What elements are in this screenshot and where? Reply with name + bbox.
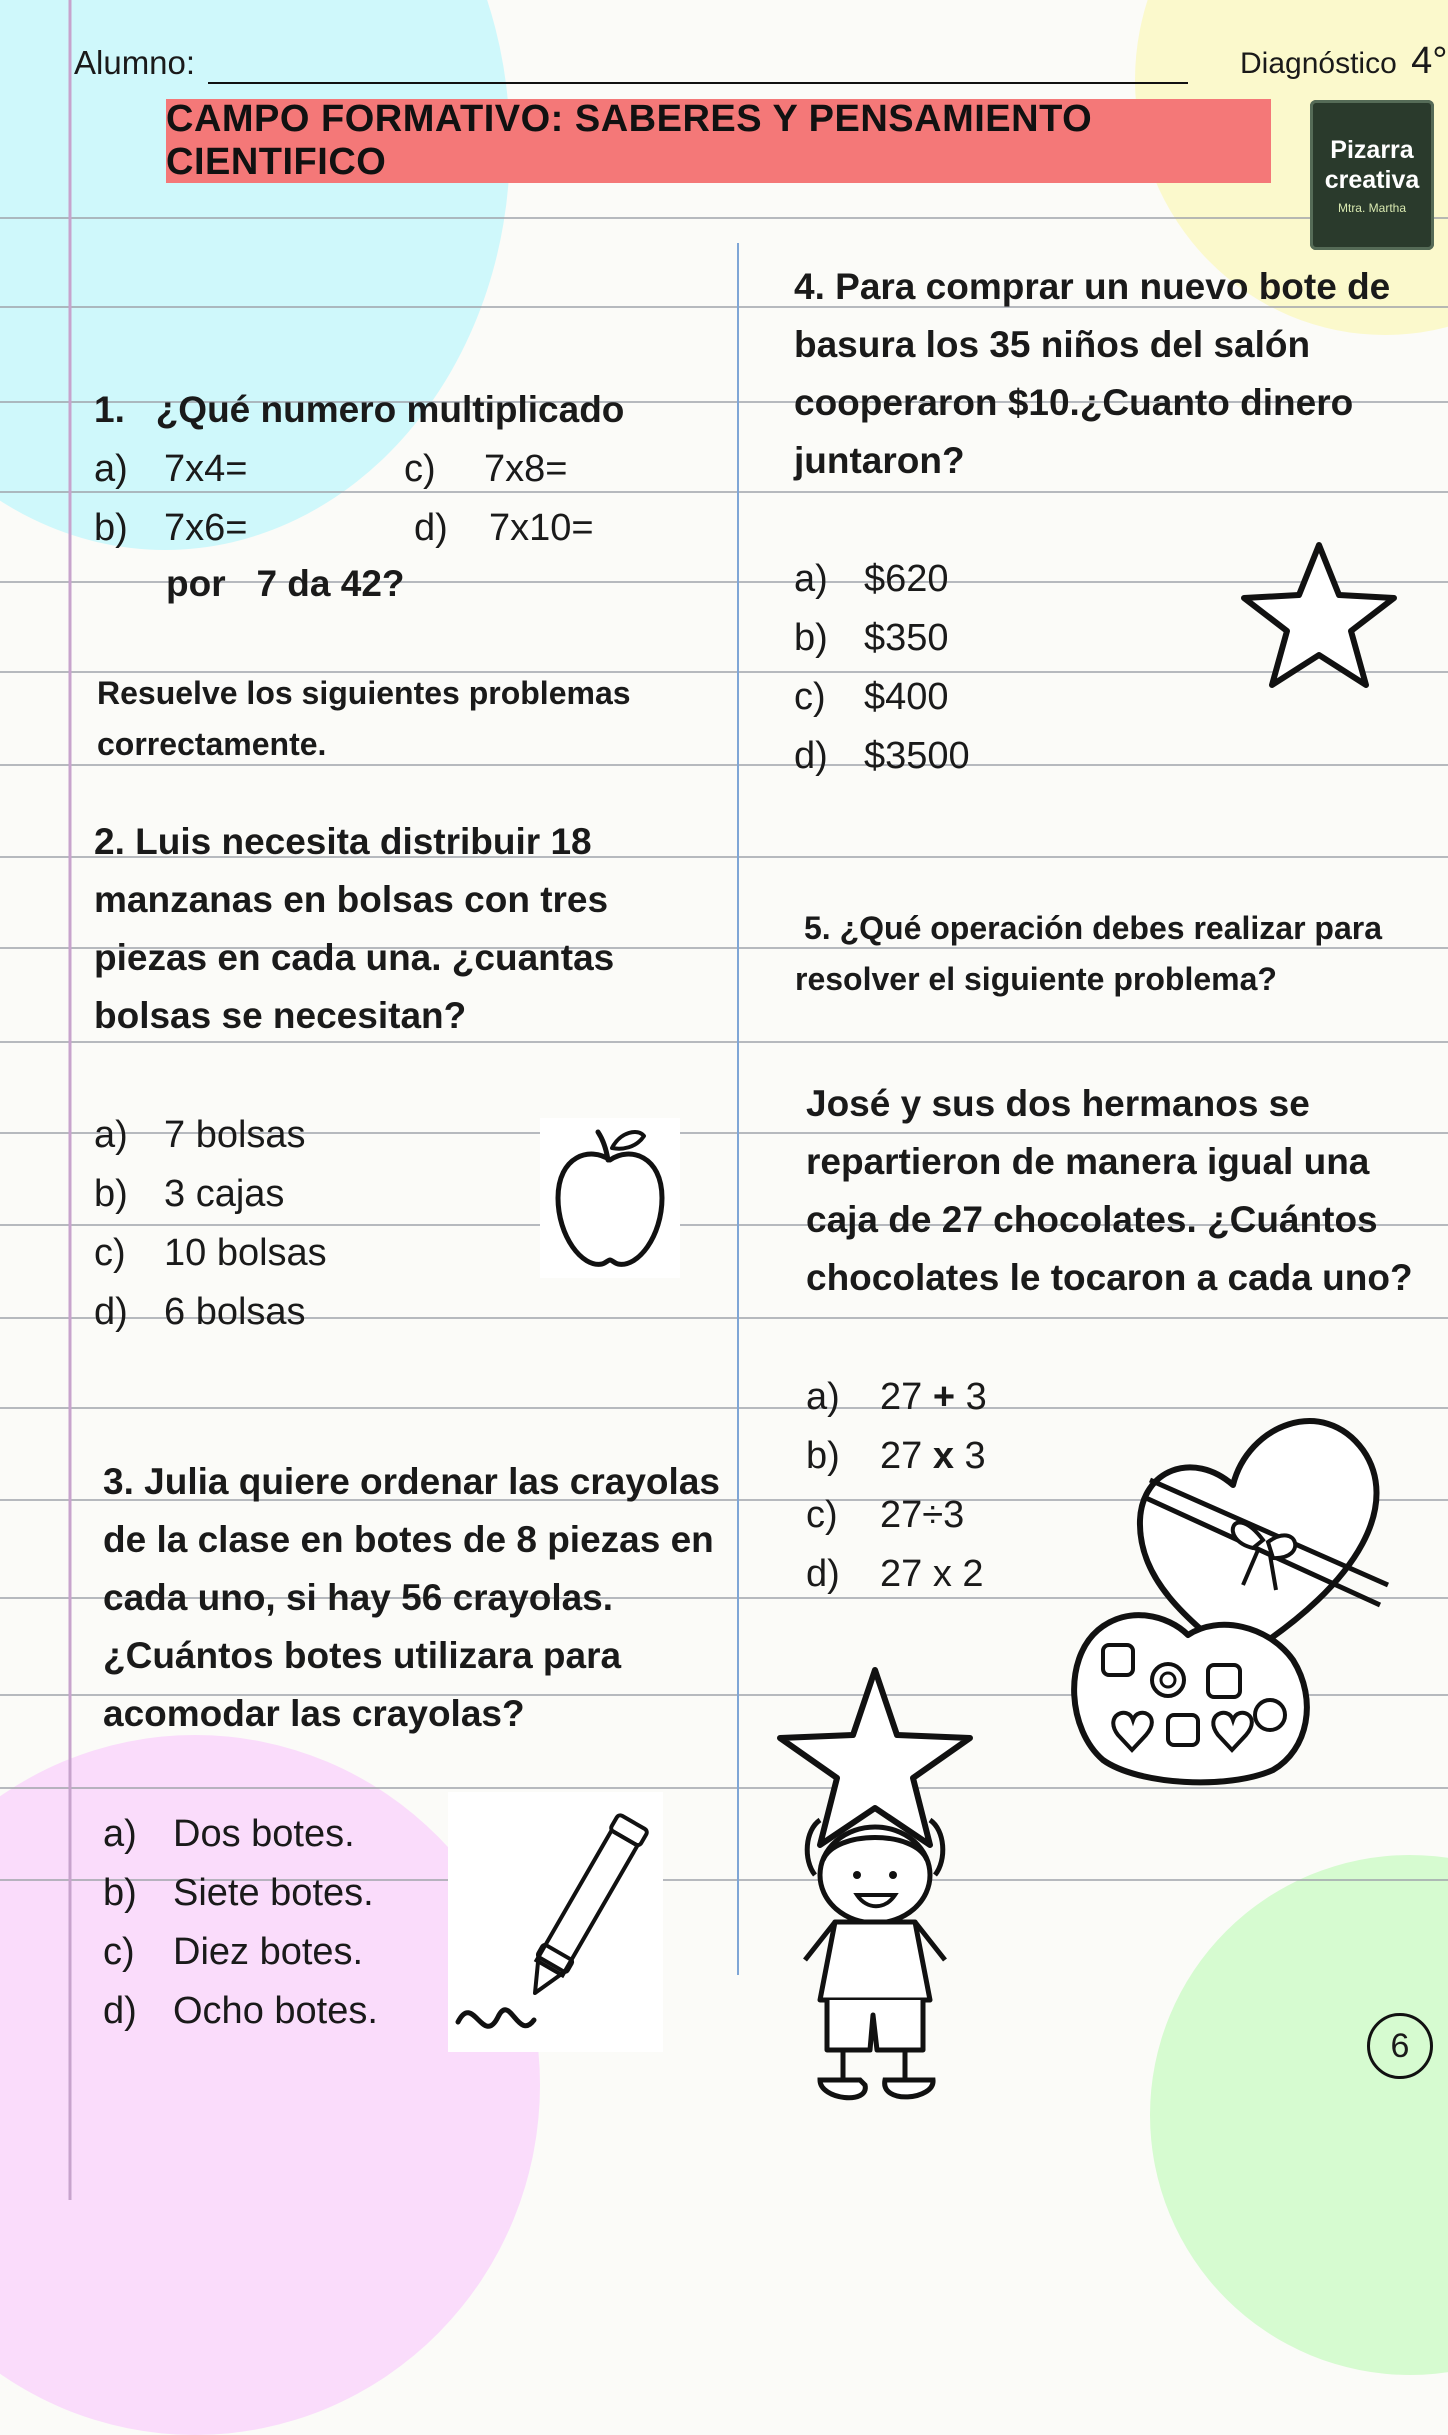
q2-option-d[interactable]: d) 6 bolsas <box>94 1291 306 1333</box>
question-4-options <box>794 550 970 786</box>
q4-option-c[interactable]: c) $400 <box>794 676 949 718</box>
page-number: 6 <box>1367 2013 1433 2079</box>
logo-line2: creativa <box>1324 166 1420 194</box>
banner-title: CAMPO FORMATIVO: SABERES Y PENSAMIENTO CIENTIFICO <box>166 99 1271 183</box>
question-5-options <box>806 1368 987 1604</box>
question-1-options <box>94 440 247 558</box>
q5-option-d[interactable]: d) 27 x 2 <box>806 1553 984 1595</box>
logo-credit: Mtra. Martha <box>1337 201 1406 215</box>
q3-option-b[interactable]: b) Siete botes. <box>103 1872 374 1914</box>
q5-option-c[interactable]: c) 27 ÷ 3 <box>806 1494 965 1536</box>
q5-option-b[interactable]: b) 27 x 3 <box>806 1435 986 1477</box>
crayon-icon <box>448 1792 663 2052</box>
question-2-options <box>94 1106 327 1342</box>
question-1-line2: por 7 da 42? <box>166 563 405 604</box>
question-3: 3. Julia quiere ordenar las crayolas de la clase en botes de 8 piezas en cada uno, si hay 56 crayolas. ¿Cuántos botes utilizara para acomodar las crayolas? <box>103 1461 720 1734</box>
question-5-line2: resolver el siguiente problema? <box>795 961 1277 997</box>
star-icon <box>1234 535 1404 705</box>
question-1-line1: 1. ¿Qué numero multiplicado <box>94 389 625 430</box>
q1-option-a[interactable]: a) 7x4= <box>94 448 248 490</box>
q2-option-a[interactable]: a) 7 bolsas <box>94 1114 306 1156</box>
blob-green <box>1150 1855 1448 2375</box>
logo-line1: Pizarra <box>1330 136 1414 164</box>
q3-option-a[interactable]: a) Dos botes. <box>103 1813 355 1855</box>
q4-option-a[interactable]: a) $620 <box>794 558 949 600</box>
pizarra-creativa-logo <box>1310 100 1434 250</box>
question-2: 2. Luis necesita distribuir 18 manzanas en bolsas con tres piezas en cada una. ¿cuantas bolsas se necesitan? <box>94 821 615 1036</box>
q3-option-c[interactable]: c) Diez botes. <box>103 1931 364 1973</box>
apple-icon <box>540 1118 680 1278</box>
q3-option-d[interactable]: d) Ocho botes. <box>103 1990 378 2032</box>
q1-option-d[interactable]: d) 7x10= <box>414 507 594 549</box>
question-5-problem: José y sus dos hermanos se repartieron de manera igual una caja de 27 chocolates. ¿Cuántos chocolates le tocaron a cada uno? <box>806 1083 1413 1298</box>
q4-option-b[interactable]: b) $350 <box>794 617 949 659</box>
boy-holding-star-icon <box>765 1660 985 2120</box>
question-5-line1: 5. ¿Qué operación debes realizar para <box>804 910 1382 946</box>
q1-option-c[interactable]: c) 7x8= <box>404 448 568 490</box>
diagnostic-label: Diagnóstico <box>1240 47 1397 80</box>
q2-option-c[interactable]: c) 10 bolsas <box>94 1232 327 1274</box>
q1-option-b[interactable]: b) 7x6= <box>94 507 248 549</box>
instruction-text: Resuelve los siguientes problemas correctamente. <box>97 675 631 762</box>
q5-option-a[interactable]: a) 27 + 3 <box>806 1376 987 1418</box>
question-4: 4. Para comprar un nuevo bote de basura los 35 niños del salón cooperaron $10.¿Cuanto dinero juntaron? <box>794 266 1391 481</box>
question-1-options-right <box>404 440 594 558</box>
grade-label: 4° <box>1411 40 1448 82</box>
heart-chocolate-box-icon <box>1058 1380 1418 1790</box>
student-label: Alumno: <box>74 44 196 81</box>
question-5 <box>795 903 1382 1005</box>
diagnostic-title <box>1240 40 1447 83</box>
question-3-options <box>103 1805 378 2041</box>
q4-option-d[interactable]: d) $3500 <box>794 735 970 777</box>
student-name-line[interactable] <box>208 82 1188 84</box>
q2-option-b[interactable]: b) 3 cajas <box>94 1173 285 1215</box>
